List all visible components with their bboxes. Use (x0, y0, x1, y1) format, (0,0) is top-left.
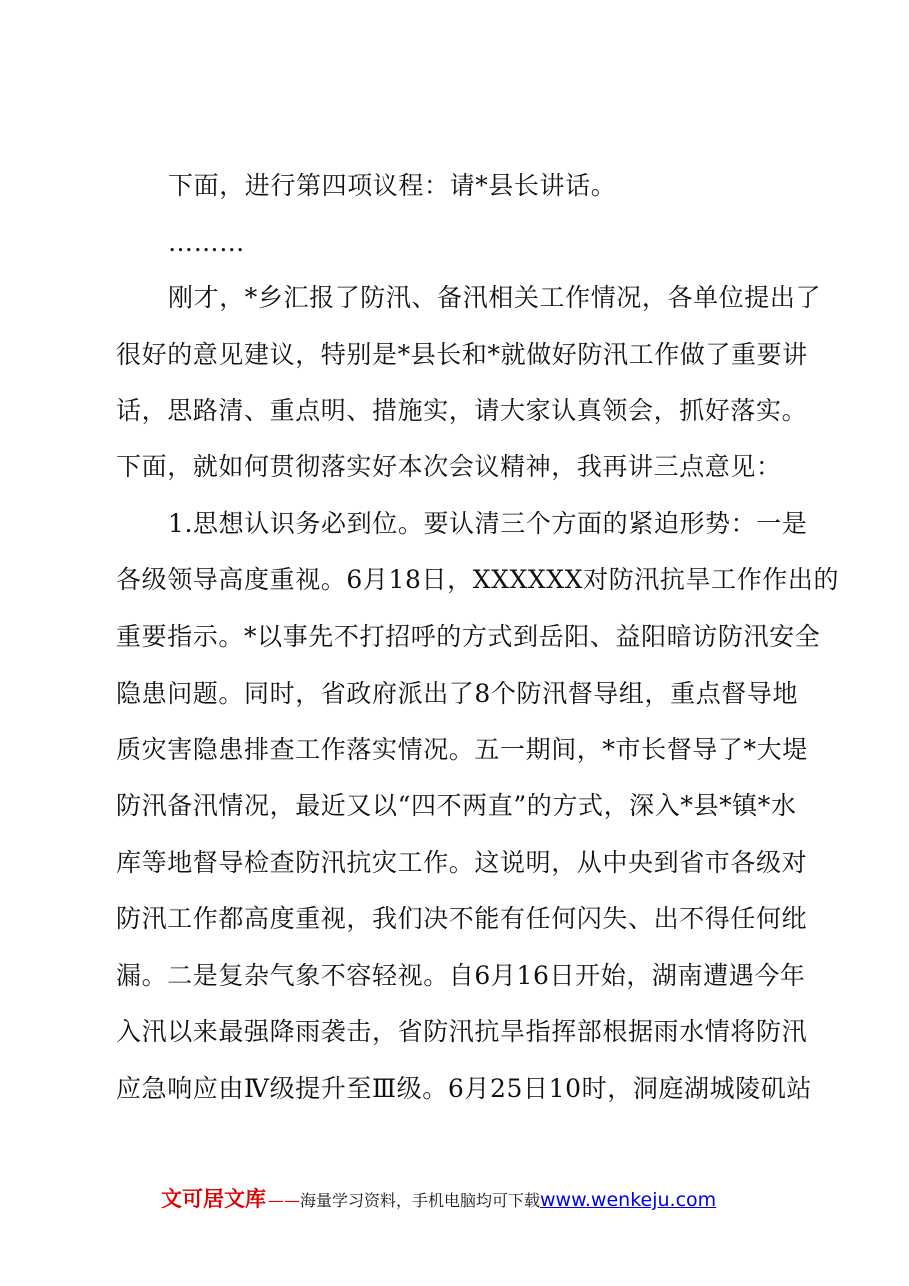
paragraph-line: 重要指示。*以事先不打招呼的方式到岳阳、益阳暗访防汛安全 (116, 622, 821, 651)
paragraph-line: 防汛备汛情况，最近又以“四不两直”的方式，深入*县*镇*水 (116, 791, 797, 820)
paragraph-line: 话，思路清、重点明、措施实，请大家认真领会，抓好落实。 (116, 396, 808, 425)
paragraph-line: 下面，进行第四项议程：请*县长讲话。 (168, 171, 617, 200)
paragraph-line: 刚才，*乡汇报了防汛、备汛相关工作情况，各单位提出了 (168, 283, 822, 312)
footer-website-link[interactable]: www.wenkeju.com (540, 1189, 717, 1211)
paragraph-line: 入汛以来最强降雨袭击，省防汛抗旱指挥部根据雨水情将防汛 (116, 1017, 808, 1046)
paragraph-line: 漏。二是复杂气象不容轻视。自6月16日开始，湖南遭遇今年 (116, 961, 806, 990)
paragraph-line: 库等地督导检查防汛抗灾工作。这说明，从中央到省市各级对 (116, 848, 808, 877)
paragraph-line: 防汛工作都高度重视，我们决不能有任何闪失、出不得任何纰 (116, 904, 808, 933)
footer-dash: —— (268, 1191, 300, 1210)
footer-brand: 文可居文库 (161, 1187, 266, 1211)
paragraph-line: 各级领导高度重视。6月18日，XXXXXX对防汛抗旱工作作出的 (116, 565, 840, 594)
paragraph-line: 1.思想认识务必到位。要认清三个方面的紧迫形势：一是 (168, 509, 808, 538)
paragraph-line: 很好的意见建议，特别是*县长和*就做好防汛工作做了重要讲 (116, 340, 808, 369)
paragraph-line: 下面，就如何贯彻落实好本次会议精神，我再讲三点意见： (116, 452, 782, 481)
paragraph-line: 质灾害隐患排查工作落实情况。五一期间，*市长督导了*大堤 (116, 735, 808, 764)
footer-banner (161, 1183, 801, 1215)
paragraph-line: 隐患问题。同时，省政府派出了8个防汛督导组，重点督导地 (116, 679, 799, 708)
footer-tagline: 海量学习资料，手机电脑均可下载 (300, 1191, 541, 1210)
ellipsis-line: ……… (168, 228, 245, 257)
paragraph-line: 应急响应由Ⅳ级提升至Ⅲ级。6月25日10时，洞庭湖城陵矶站 (116, 1074, 813, 1103)
